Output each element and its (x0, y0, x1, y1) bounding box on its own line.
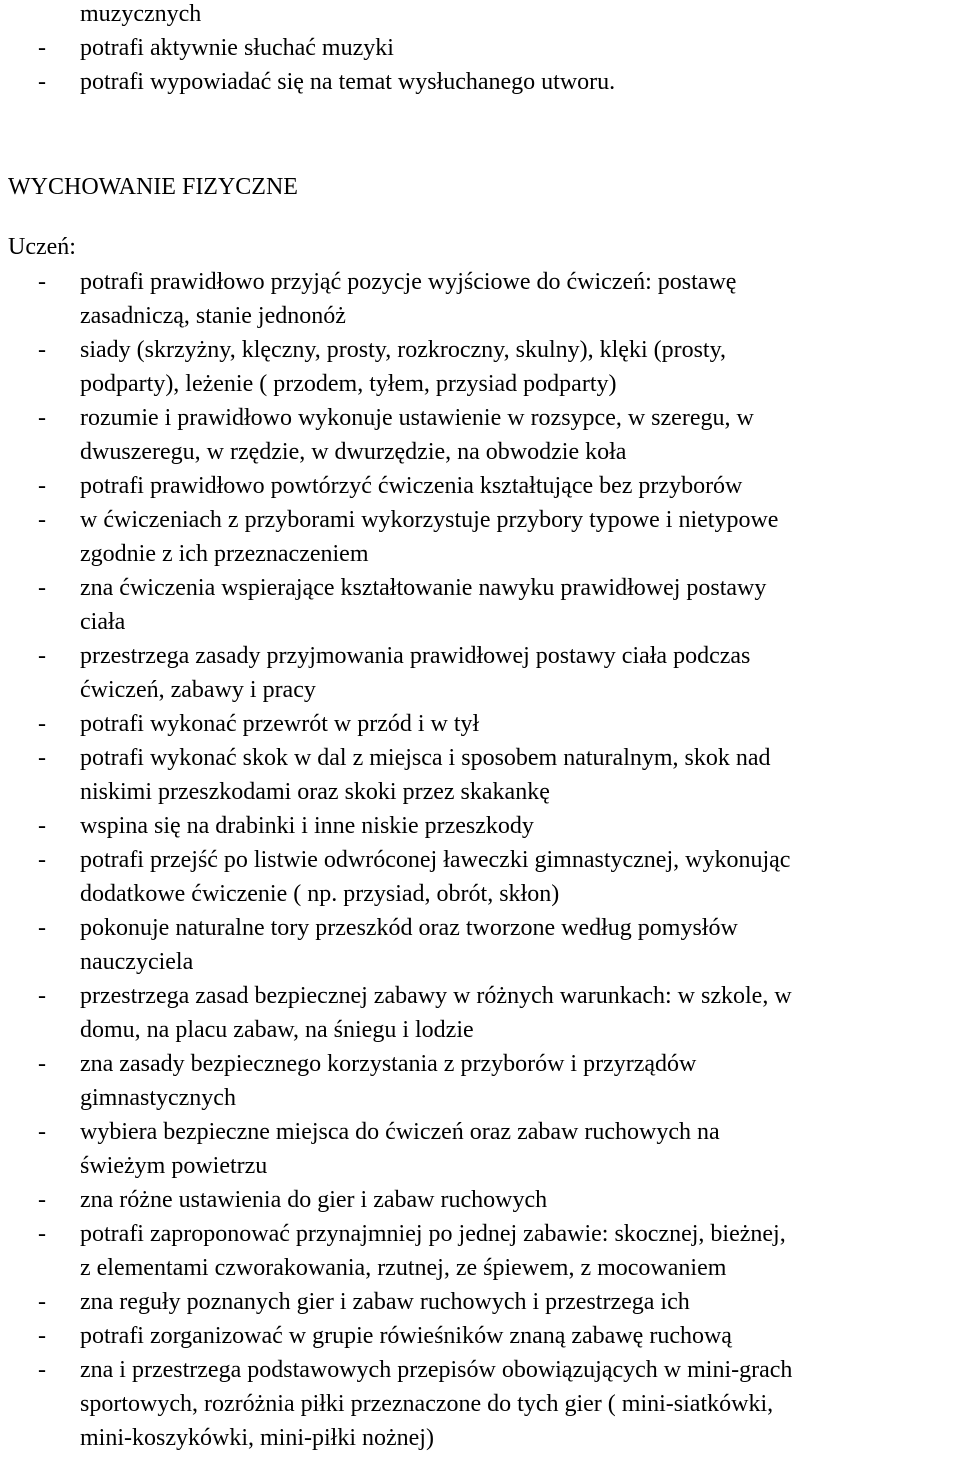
bullet-dash: - (38, 1323, 46, 1349)
list-item-line: wybiera bezpieczne miejsca do ćwiczeń oraz zabaw ruchowych na (80, 1119, 720, 1145)
list-item (8, 843, 960, 911)
list-item (8, 1115, 960, 1183)
list-item-line: sportowych, rozróżnia piłki przeznaczone do tych gier ( mini-siatkówki, (80, 1391, 774, 1417)
bullet-dash: - (38, 745, 46, 771)
bullet-dash: - (38, 983, 46, 1009)
list-item-line: potrafi przejść po listwie odwróconej ławeczki gimnastycznej, wykonując (80, 847, 791, 873)
list-item-line: zna zasady bezpiecznego korzystania z przyborów i przyrządów (80, 1051, 697, 1077)
list-item-line: potrafi wykonać przewrót w przód i w tył (80, 711, 480, 737)
bullet-dash: - (38, 575, 46, 601)
list-item-line: zna ćwiczenia wspierające kształtowanie nawyku prawidłowej postawy (80, 575, 767, 601)
bullet-dash: - (38, 1357, 46, 1383)
bullet-dash: - (38, 269, 46, 295)
list-item-line: zna różne ustawienia do gier i zabaw ruchowych (80, 1187, 548, 1213)
list-item-line: pokonuje naturalne tory przeszkód oraz tworzone według pomysłów (80, 915, 738, 941)
bullet-dash: - (38, 35, 46, 61)
list-item (8, 911, 960, 979)
list-item-line: zna reguły poznanych gier i zabaw ruchowych i przestrzega ich (80, 1289, 690, 1315)
student-label: Uczeń: (8, 234, 76, 260)
list-item (8, 809, 960, 843)
bullet-dash: - (38, 69, 46, 95)
list-item (8, 31, 948, 65)
bullet-dash: - (38, 337, 46, 363)
list-item-text: potrafi aktywnie słuchać muzyki (80, 35, 394, 61)
list-item (8, 1047, 960, 1115)
list-item-line: ćwiczeń, zabawy i pracy (80, 677, 316, 703)
list-item (8, 1353, 960, 1455)
list-item (8, 1183, 960, 1217)
list-item-line: przestrzega zasady przyjmowania prawidłowej postawy ciała podczas (80, 643, 751, 669)
list-item-line: gimnastycznych (80, 1085, 236, 1111)
bullet-dash: - (38, 507, 46, 533)
list-item (8, 401, 960, 469)
list-item-line: dwuszeregu, w rzędzie, w dwurzędzie, na obwodzie koła (80, 439, 627, 465)
list-item-line: z elementami czworakowania, rzutnej, ze śpiewem, z mocowaniem (80, 1255, 727, 1281)
bullet-dash: - (38, 1187, 46, 1213)
list-item-line: przestrzega zasad bezpiecznej zabawy w różnych warunkach: w szkole, w (80, 983, 792, 1009)
list-item (8, 571, 960, 639)
list-item-line: zna i przestrzega podstawowych przepisów obowiązujących w mini-grach (80, 1357, 793, 1383)
list-item-line: siady (skrzyżny, klęczny, prosty, rozkroczny, skulny), klęki (prosty, (80, 337, 727, 363)
list-item-line: zgodnie z ich przeznaczeniem (80, 541, 369, 567)
list-item (8, 65, 948, 99)
list-item-line: rozumie i prawidłowo wykonuje ustawienie w rozsypce, w szeregu, w (80, 405, 754, 431)
continuation-text: muzycznych (80, 1, 202, 27)
list-item-line: nauczyciela (80, 949, 194, 975)
bullet-dash: - (38, 847, 46, 873)
bullet-dash: - (38, 1289, 46, 1315)
list-item (8, 503, 960, 571)
section-title: WYCHOWANIE FIZYCZNE (8, 174, 298, 200)
list-item-text: potrafi wypowiadać się na temat wysłuchanego utworu. (80, 69, 616, 95)
list-item (8, 979, 960, 1047)
bullet-dash: - (38, 405, 46, 431)
list-item-line: mini-koszykówki, mini-piłki nożnej) (80, 1425, 434, 1451)
list-item-line: wspina się na drabinki i inne niskie przeszkody (80, 813, 534, 839)
previous-section-continuation (8, 0, 948, 99)
list-item (8, 333, 960, 401)
list-item (8, 265, 960, 333)
list-item (8, 707, 960, 741)
list-item-line: ciała (80, 609, 126, 635)
bullet-dash: - (38, 711, 46, 737)
list-item-line: zasadniczą, stanie jednonóż (80, 303, 346, 329)
list-item-line: potrafi zaproponować przynajmniej po jednej zabawie: skocznej, bieżnej, (80, 1221, 786, 1247)
list-item (8, 469, 960, 503)
list-item-line: potrafi prawidłowo powtórzyć ćwiczenia kształtujące bez przyborów (80, 473, 743, 499)
bullet-dash: - (38, 1051, 46, 1077)
list-item-line: w ćwiczeniach z przyborami wykorzystuje przybory typowe i nietypowe (80, 507, 779, 533)
list-item (8, 1285, 960, 1319)
bullet-dash: - (38, 473, 46, 499)
list-item-line: podparty), leżenie ( przodem, tyłem, przysiad podparty) (80, 371, 617, 397)
list-item (8, 1217, 960, 1285)
list-item-line: potrafi prawidłowo przyjąć pozycje wyjściowe do ćwiczeń: postawę (80, 269, 737, 295)
list-item (8, 1319, 960, 1353)
list-item-line: domu, na placu zabaw, na śniegu i lodzie (80, 1017, 474, 1043)
list-item-line: potrafi zorganizować w grupie rówieśników znaną zabawę ruchową (80, 1323, 732, 1349)
bullet-dash: - (38, 813, 46, 839)
requirements-list (8, 265, 960, 1455)
bullet-dash: - (38, 915, 46, 941)
bullet-dash: - (38, 1119, 46, 1145)
bullet-dash: - (38, 643, 46, 669)
bullet-dash: - (38, 1221, 46, 1247)
list-item-line: świeżym powietrzu (80, 1153, 268, 1179)
list-item (8, 639, 960, 707)
list-item-line: dodatkowe ćwiczenie ( np. przysiad, obrót, skłon) (80, 881, 560, 907)
list-item-line: potrafi wykonać skok w dal z miejsca i sposobem naturalnym, skok nad (80, 745, 771, 771)
list-item (8, 741, 960, 809)
list-item-line: niskimi przeszkodami oraz skoki przez skakankę (80, 779, 550, 805)
